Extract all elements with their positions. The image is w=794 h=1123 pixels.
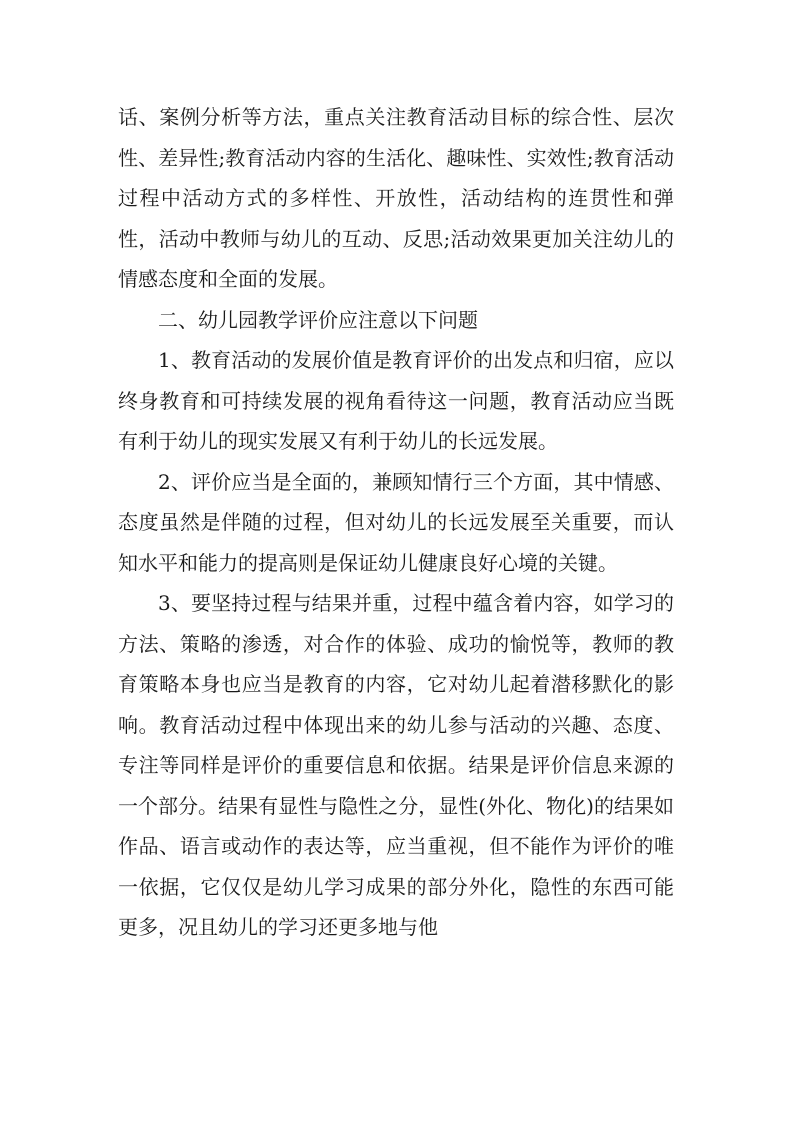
- document-page: [118, 97, 674, 948]
- list-item-1: 1、教育活动的发展价值是教育评价的出发点和归宿，应以终身教育和可持续发展的视角看待这一问题，教育活动应当既有利于幼儿的现实发展又有利于幼儿的长远发展。: [118, 348, 674, 453]
- section-heading: 二、幼儿园教学评价应注意以下问题: [158, 307, 478, 332]
- list-item-2: 2、评价应当是全面的，兼顾知情行三个方面，其中情感、态度虽然是伴随的过程，但对幼儿的长远发展至关重要，而认知水平和能力的提高则是保证幼儿健康良好心境的关键。: [118, 469, 674, 575]
- list-item-3: 3、要坚持过程与结果并重，过程中蕴含着内容，如学习的方法、策略的渗透，对合作的体验、成功的愉悦等，教师的教育策略本身也应当是教育的内容，它对幼儿起着潜移默化的影响。教育活动过程中体现出来的幼儿参与活动的兴趣、态度、专注等同样是评价的重要信息和依据。结果是评价信息来源的一个部分。结果有显性与隐性之分，显性(外化、物化)的结果如作品、语言或动作的表达等，应当重视，但不能作为评价的唯一依据，它仅仅是幼儿学习成果的部分外化，隐性的东西可能更多，况且幼儿的学习还更多地与他: [118, 591, 674, 939]
- body-paragraph-continuation: 话、案例分析等方法，重点关注教育活动目标的综合性、层次性、差异性;教育活动内容的生活化、趣味性、实效性;教育活动过程中活动方式的多样性、开放性，活动结构的连贯性和弹性，活动中教师与幼儿的互动、反思;活动效果更加关注幼儿的情感态度和全面的发展。: [118, 105, 674, 291]
